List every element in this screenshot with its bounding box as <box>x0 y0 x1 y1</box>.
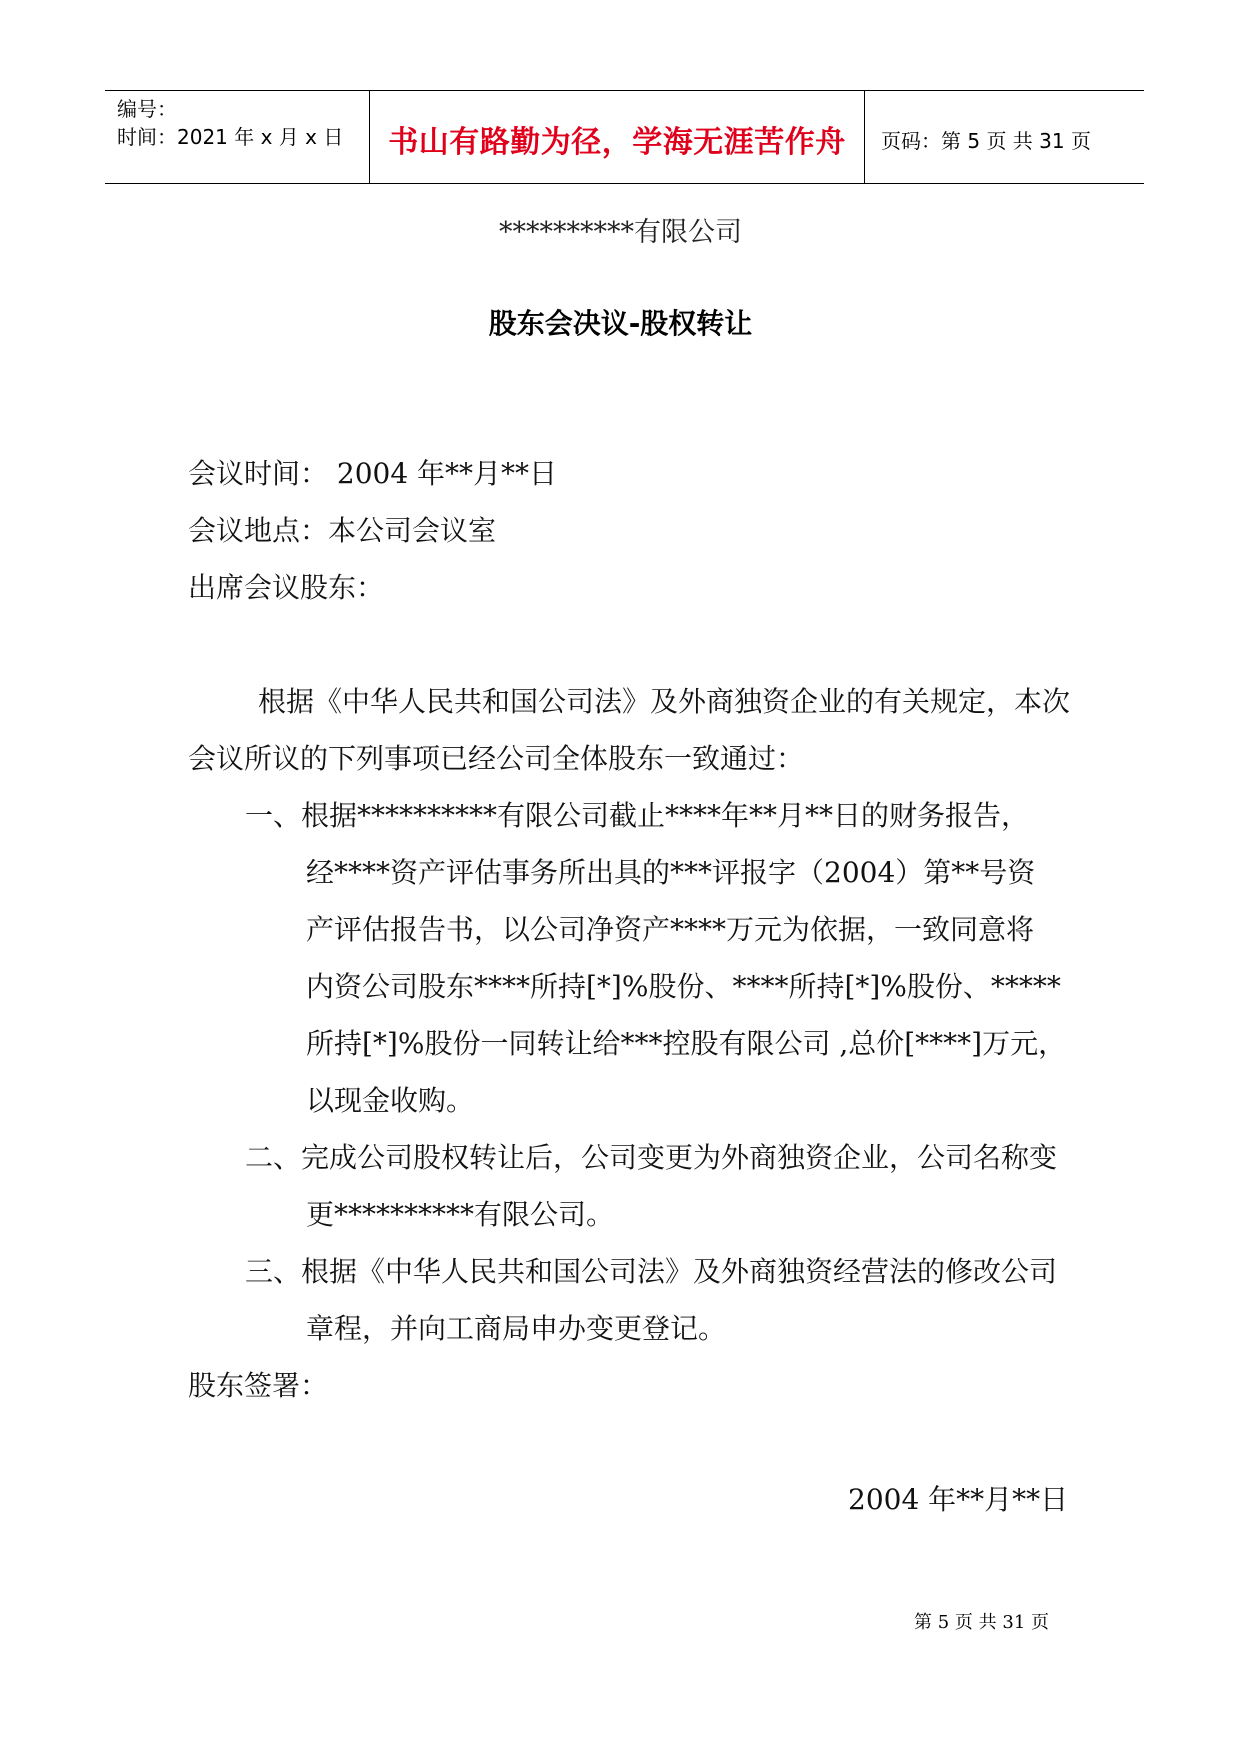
resolution-item-1-line: 内资公司股东****所持[*]%股份、****所持[*]%股份、***** <box>306 970 1061 1003</box>
document-time-label: 时间：2021 年 x 月 x 日 <box>117 125 344 149</box>
page-footer: 第 5 页 共 31 页 <box>914 1612 1049 1633</box>
resolution-item-2-line: 更**********有限公司。 <box>306 1198 615 1231</box>
header-page-label: 页码：第 5 页 共 31 页 <box>881 129 1091 153</box>
document-number-label: 编号： <box>117 97 177 121</box>
resolution-item-1-line: 产评估报告书，以公司净资产****万元为依据，一致同意将 <box>306 913 1035 946</box>
resolution-item-1-line: 一、根据**********有限公司截止****年**月**日的财务报告， <box>245 799 1030 832</box>
intro-paragraph-line: 根据《中华人民共和国公司法》及外商独资企业的有关规定，本次 <box>258 685 1071 718</box>
meeting-place: 会议地点：本公司会议室 <box>188 514 497 547</box>
signature-label: 股东签署： <box>188 1369 329 1402</box>
header-motto: 书山有路勤为径，学海无涯苦作舟 <box>388 125 846 160</box>
resolution-item-1-line: 经****资产评估事务所出具的***评报字（2004）第**号资 <box>306 856 1036 889</box>
page-header <box>105 90 1144 184</box>
document-date: 2004 年**月**日 <box>848 1483 1069 1516</box>
resolution-item-1-line: 所持[*]%股份一同转让给***控股有限公司 ,总价[****]万元， <box>306 1027 1067 1060</box>
resolution-item-3-line: 三、根据《中华人民共和国公司法》及外商独资经营法的修改公司 <box>245 1255 1058 1288</box>
meeting-time: 会议时间： 2004 年**月**日 <box>188 457 558 490</box>
intro-paragraph-line: 会议所议的下列事项已经公司全体股东一致通过： <box>188 742 805 775</box>
company-name: **********有限公司 <box>499 217 742 248</box>
document-title: 股东会决议-股权转让 <box>488 307 753 340</box>
meeting-attendees: 出席会议股东： <box>188 571 385 604</box>
header-left-cell <box>105 91 370 183</box>
resolution-item-1-line: 以现金收购。 <box>306 1084 475 1117</box>
header-right-cell <box>865 91 1144 183</box>
header-center-cell <box>370 91 865 183</box>
resolution-item-2-line: 二、完成公司股权转让后，公司变更为外商独资企业，公司名称变 <box>245 1141 1058 1174</box>
resolution-item-3-line: 章程，并向工商局申办变更登记。 <box>306 1312 727 1345</box>
